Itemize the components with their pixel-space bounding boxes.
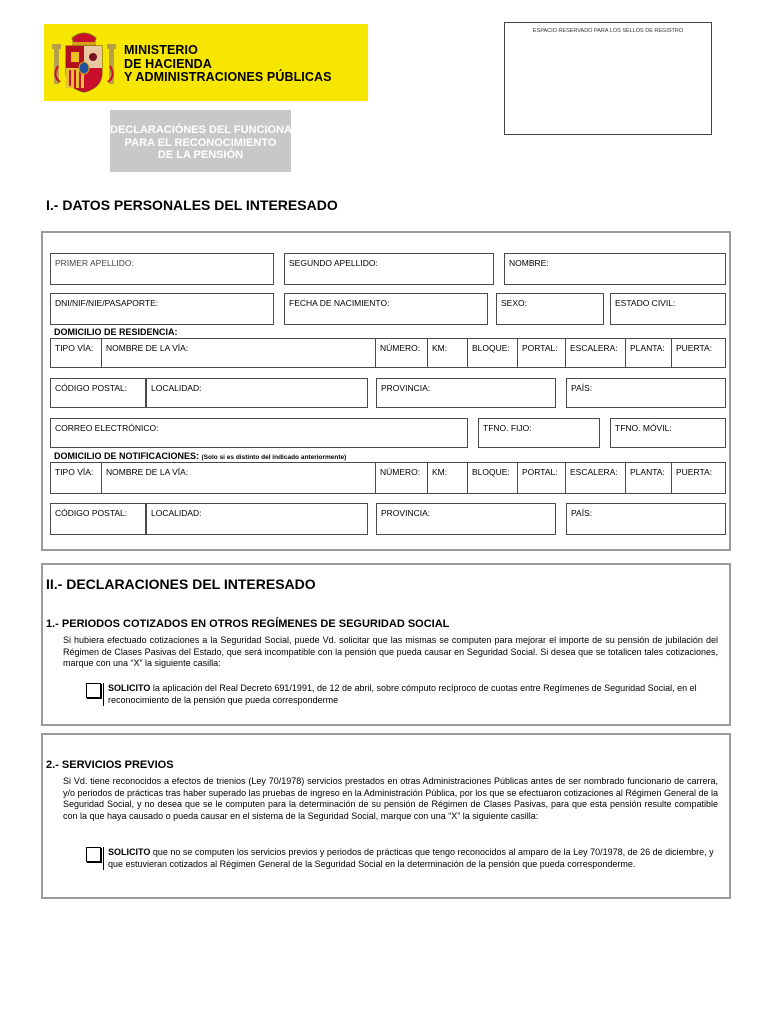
id-document-field[interactable]: DNI/NIF/NIE/PASAPORTE:: [50, 293, 274, 325]
ministry-name: MINISTERIO DE HACIENDA Y ADMINISTRACIONES PÚBLICAS: [124, 43, 332, 84]
second-surname-field[interactable]: SEGUNDO APELLIDO:: [284, 253, 494, 285]
part2-text: Si Vd. tiene reconocidos a efectos de trienios (Ley 70/1978) servicios prestados en otras Administraciones Públicas antes de ser nombrado funcionario de carrera, y/o periodos de prácticas tras haber superado las pruebas de ingreso en la Administración Pública, por los que se efectuaron cotizaciones al Régimen General de la Seguridad Social, y no desea que se le computen para la determinación de su pensión de Régimen de Clases Pasivas, para que esta pensión resulte compatible con la que haya causado o pueda causar en el sistema de la Seguridad Social, marque con una “X” la siguiente casilla:: [63, 776, 718, 821]
part1-request: SOLICITO la aplicación del Real Decreto 691/1991, de 12 de abril, sobre cómputo recíproco de cuotas entre Regímenes de Seguridad Social, en el reconocimiento de la pensión que pueda corresponderme: [103, 683, 718, 706]
document-title: DECLARACIÓNES DEL FUNCIONARIO PARA EL RECONOCIMIENTO DE LA PENSIÓN: [110, 110, 291, 172]
notif-block-field[interactable]: BLOQUE:: [468, 462, 518, 494]
section2-title: II.- DECLARACIONES DEL INTERESADO: [46, 576, 316, 592]
section1-title: I.- DATOS PERSONALES DEL INTERESADO: [46, 197, 338, 213]
birth-date-field[interactable]: FECHA DE NACIMIENTO:: [284, 293, 488, 325]
notif-street-name-field[interactable]: NOMBRE DE LA VÍA:: [102, 462, 376, 494]
registry-stamp-box: [504, 22, 712, 135]
res-number-field[interactable]: NÚMERO:: [376, 338, 428, 368]
sex-field[interactable]: SEXO:: [496, 293, 604, 325]
ministry-logo: [44, 24, 368, 101]
res-postal-code-field[interactable]: CÓDIGO POSTAL:: [50, 378, 146, 408]
notif-province-field[interactable]: PROVINCIA:: [376, 503, 556, 535]
res-province-field[interactable]: PROVINCIA:: [376, 378, 556, 408]
res-country-field[interactable]: PAÍS:: [566, 378, 726, 408]
notif-portal-field[interactable]: PORTAL:: [518, 462, 566, 494]
part2-checkbox[interactable]: [86, 847, 101, 862]
part1-heading: 1.- PERIODOS COTIZADOS EN OTROS REGÍMENES DE SEGURIDAD SOCIAL: [46, 618, 450, 630]
res-locality-field[interactable]: LOCALIDAD:: [146, 378, 368, 408]
mobile-field[interactable]: TFNO. MÓVIL:: [610, 418, 726, 448]
res-door-field[interactable]: PUERTA:: [672, 338, 726, 368]
notif-door-field[interactable]: PUERTA:: [672, 462, 726, 494]
notif-country-field[interactable]: PAÍS:: [566, 503, 726, 535]
coat-of-arms-icon: [48, 26, 120, 98]
notification-address-label: DOMICILIO DE NOTIFICACIONES: (Solo si es distinto del indicado anteriormente): [54, 451, 347, 461]
part2-request: SOLICITO que no se computen los servicios previos y periodos de prácticas que tengo reconocidos al amparo de la Ley 70/1978, de 26 de diciembre, y que estuvieran cotizados al Régimen General de la Seguridad Social en la determinación de la pensión que pueda corresponderme.: [103, 847, 718, 870]
notif-locality-field[interactable]: LOCALIDAD:: [146, 503, 368, 535]
res-block-field[interactable]: BLOQUE:: [468, 338, 518, 368]
notif-number-field[interactable]: NÚMERO:: [376, 462, 428, 494]
res-stair-field[interactable]: ESCALERA:: [566, 338, 626, 368]
name-field[interactable]: NOMBRE:: [504, 253, 726, 285]
notif-postal-code-field[interactable]: CÓDIGO POSTAL:: [50, 503, 146, 535]
res-portal-field[interactable]: PORTAL:: [518, 338, 566, 368]
email-field[interactable]: CORREO ELECTRÓNICO:: [50, 418, 468, 448]
residence-address-label: DOMICILIO DE RESIDENCIA:: [54, 327, 178, 337]
res-floor-field[interactable]: PLANTA:: [626, 338, 672, 368]
part1-checkbox[interactable]: [86, 683, 101, 698]
notif-street-type-field[interactable]: TIPO VÍA:: [50, 462, 102, 494]
first-surname-field[interactable]: PRIMER APELLIDO:: [50, 253, 274, 285]
marital-status-field[interactable]: ESTADO CIVIL:: [610, 293, 726, 325]
landline-field[interactable]: TFNO. FIJO:: [478, 418, 600, 448]
notif-km-field[interactable]: KM:: [428, 462, 468, 494]
res-street-name-field[interactable]: NOMBRE DE LA VÍA:: [102, 338, 376, 368]
notif-stair-field[interactable]: ESCALERA:: [566, 462, 626, 494]
res-street-type-field[interactable]: TIPO VÍA:: [50, 338, 102, 368]
notif-floor-field[interactable]: PLANTA:: [626, 462, 672, 494]
registry-label: ESPACIO RESERVADO PARA LOS SELLOS DE REGISTRO: [532, 28, 684, 34]
res-km-field[interactable]: KM:: [428, 338, 468, 368]
part1-text: Si hubiera efectuado cotizaciones a la Seguridad Social, puede Vd. solicitar que las mismas se computen para mejorar el importe de su pensión de jubilación del Régimen de Clases Pasivas del Estado, que será incompatible con la pensión que pueda causar en Seguridad Social. Si desea que se totalicen tales cotizaciones, marque con una “X” la siguiente casilla:: [63, 635, 718, 668]
part2-heading: 2.- SERVICIOS PREVIOS: [46, 759, 174, 771]
